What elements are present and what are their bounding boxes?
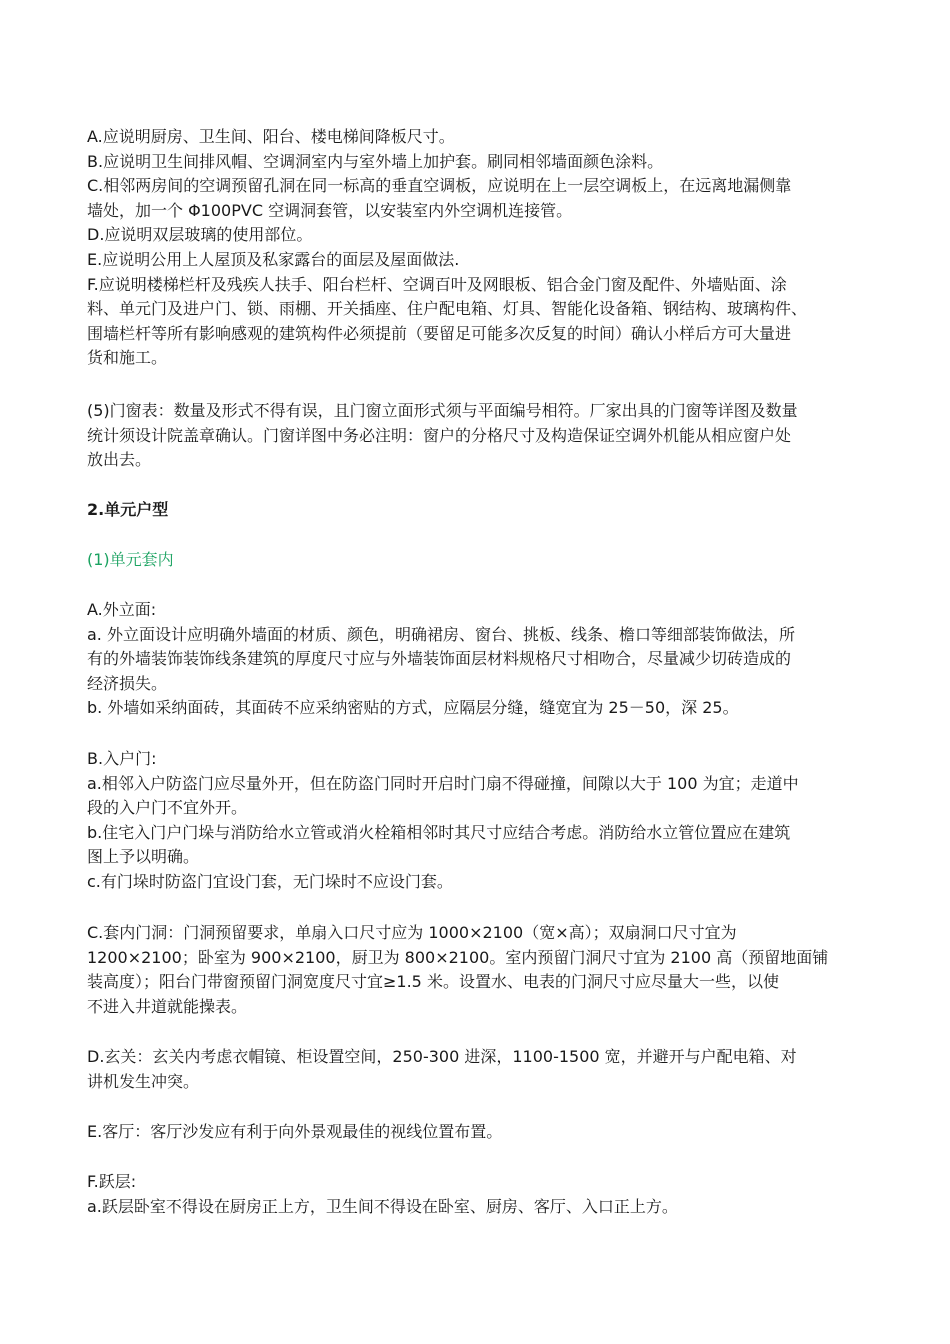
entry-door-a-line-1: a.相邻入户防盗门应尽量外开，但在防盗门同时开启时门扇不得碰撞，间隙以大于 100 为宜；走道中 bbox=[87, 773, 799, 793]
note-f-line-3: 围墙栏杆等所有影响感观的建筑构件必须提前（要留足可能多次反复的时间）确认小样后方可大量进 bbox=[87, 323, 792, 343]
facade-a-line-1: a. 外立面设计应明确外墙面的材质、颜色，明确裙房、窗台、挑板、线条、檐口等细部装饰做法，所 bbox=[87, 624, 795, 644]
note-e: E.应说明公用上人屋顶及私家露台的面层及屋面做法. bbox=[87, 249, 460, 269]
foyer-line-2: 讲机发生冲突。 bbox=[87, 1071, 200, 1091]
section-heading: 2.单元户型 bbox=[87, 500, 169, 519]
door-openings-line-3: 装高度）；阳台门带窗预留门洞宽度尺寸宜≥1.5 米。设置水、电表的门洞尺寸应尽量大一些，以使 bbox=[87, 972, 779, 992]
duplex-title: F.跃层: bbox=[87, 1172, 137, 1191]
door-openings-line-2: 1200×2100；卧室为 900×2100，厨卫为 800×2100。室内预留门洞尺寸宜为 2100 高（预留地面铺 bbox=[87, 947, 829, 967]
living-room-line: E.客厅：客厅沙发应有利于向外景观最佳的视线位置布置。 bbox=[87, 1122, 503, 1141]
facade-b: b. 外墙如采纳面砖，其面砖不应采纳密贴的方式，应隔层分缝，缝宽宜为 25－50，深 25。 bbox=[87, 698, 739, 718]
facade-a-line-3: 经济损失。 bbox=[87, 673, 168, 693]
foyer-paragraph bbox=[87, 1045, 867, 1094]
entry-door-paragraph bbox=[87, 747, 867, 895]
facade-paragraph bbox=[87, 598, 867, 721]
subsection-heading: (1)单元套内 bbox=[87, 550, 174, 569]
entry-door-title: B.入户门: bbox=[87, 749, 157, 768]
note-c-line-2: 墙处，加一个 Φ100PVC 空调洞套管，以安装室内外空调机连接管。 bbox=[87, 200, 573, 220]
facade-a-line-2: 有的外墙装饰装饰线条建筑的厚度尺寸应与外墙装饰面层材料规格尺寸相吻合，尽量减少切砖造成的 bbox=[87, 649, 792, 669]
door-window-paragraph bbox=[87, 399, 867, 473]
entry-door-a-line-2: 段的入户门不宜外开。 bbox=[87, 798, 248, 818]
notes-list bbox=[87, 125, 867, 371]
note-b: B.应说明卫生间排风帽、空调洞室内与室外墙上加护套。刷同相邻墙面颜色涂料。 bbox=[87, 151, 664, 171]
door-openings-line-1: C.套内门洞：门洞预留要求，单扇入口尺寸应为 1000×2100（宽×高）；双扇洞口尺寸宜为 bbox=[87, 923, 737, 942]
living-room-paragraph bbox=[87, 1120, 867, 1145]
duplex-paragraph bbox=[87, 1170, 867, 1219]
entry-door-c: c.有门垛时防盗门宜设门套，无门垛时不应设门套。 bbox=[87, 871, 453, 891]
door-window-line-3: 放出去。 bbox=[87, 450, 152, 470]
door-window-line-2: 统计须设计院盖章确认。门窗详图中务必注明：窗户的分格尺寸及构造保证空调外机能从相应窗户处 bbox=[87, 425, 792, 445]
door-window-line-1: (5)门窗表：数量及形式不得有误，且门窗立面形式须与平面编号相符。厂家出具的门窗等详图及数量 bbox=[87, 401, 798, 420]
note-c-line-1: C.相邻两房间的空调预留孔洞在同一标高的垂直空调板，应说明在上一层空调板上，在远离地漏侧靠 bbox=[87, 176, 792, 196]
entry-door-b-line-2: 图上予以明确。 bbox=[87, 847, 200, 867]
duplex-a: a.跃层卧室不得设在厨房正上方，卫生间不得设在卧室、厨房、客厅、入口正上方。 bbox=[87, 1196, 678, 1216]
note-a: A.应说明厨房、卫生间、阳台、楼电梯间降板尺寸。 bbox=[87, 127, 455, 146]
door-openings-paragraph bbox=[87, 921, 867, 1019]
foyer-line-1: D.玄关：玄关内考虑衣帽镜、柜设置空间，250-300 进深，1100-1500 宽，并避开与户配电箱、对 bbox=[87, 1047, 797, 1066]
entry-door-b-line-1: b.住宅入门户门垛与消防给水立管或消火栓箱相邻时其尺寸应结合考虑。消防给水立管位置应在建筑 bbox=[87, 822, 791, 842]
note-f-line-1: F.应说明楼梯栏杆及残疾人扶手、阳台栏杆、空调百叶及网眼板、铝合金门窗及配件、外墙贴面、涂 bbox=[87, 274, 787, 294]
note-d: D.应说明双层玻璃的使用部位。 bbox=[87, 225, 313, 245]
facade-title: A.外立面: bbox=[87, 600, 157, 619]
note-f-line-4: 货和施工。 bbox=[87, 348, 168, 368]
door-openings-line-4: 不进入井道就能操表。 bbox=[87, 996, 248, 1016]
note-f-line-2: 料、单元门及进户门、锁、雨棚、开关插座、住户配电箱、灯具、智能化设备箱、钢结构、玻璃构件、 bbox=[87, 299, 808, 319]
